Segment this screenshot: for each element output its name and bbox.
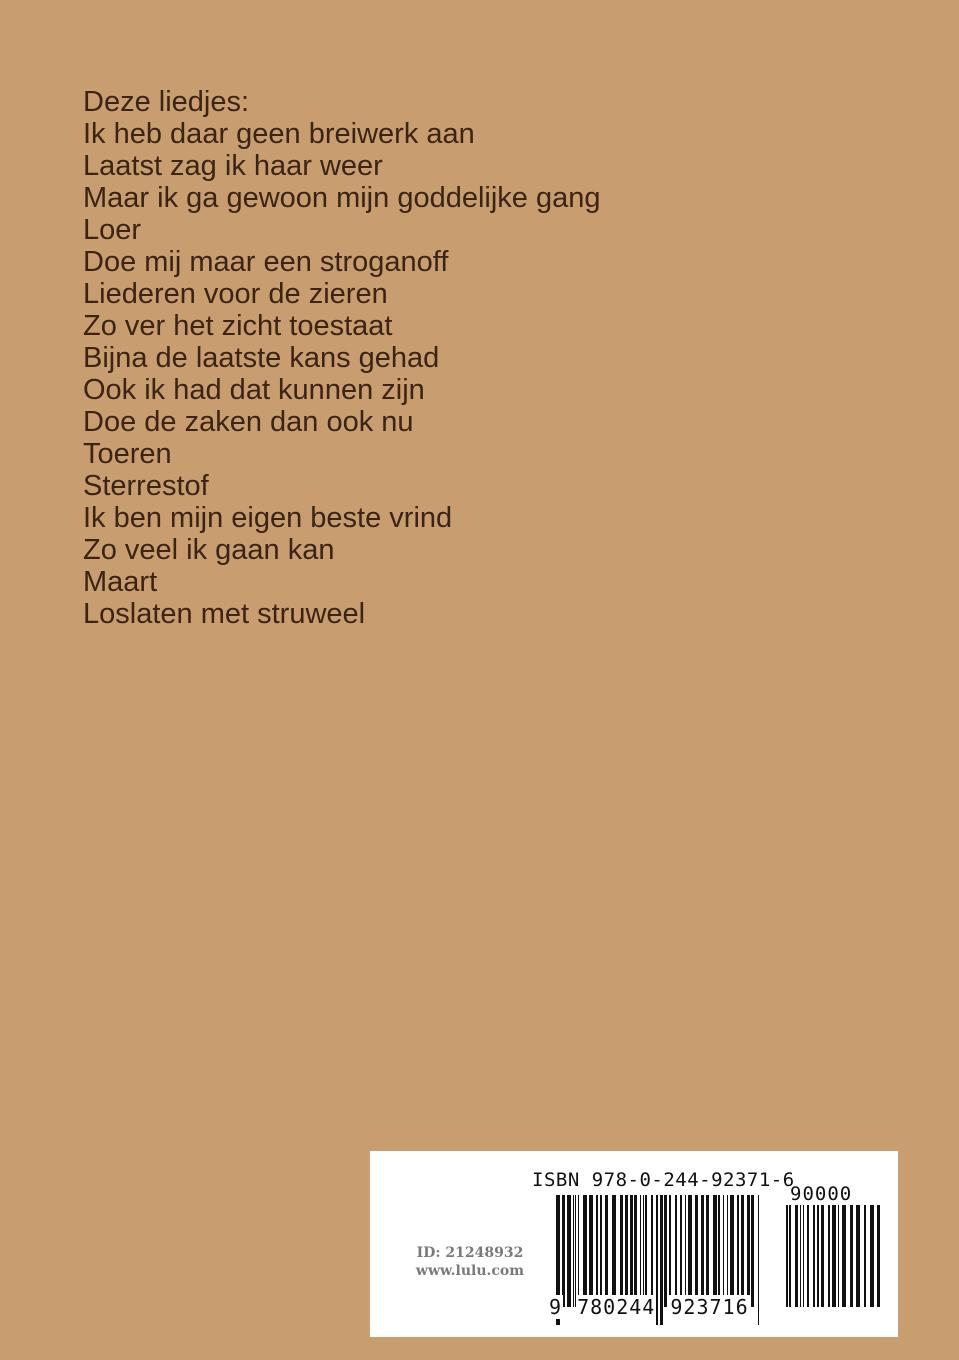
barcode-bar <box>685 1195 686 1307</box>
barcode-bar <box>789 1205 791 1307</box>
barcode-bar <box>669 1195 671 1307</box>
barcode-bar <box>838 1205 839 1307</box>
barcode-bar <box>625 1195 628 1307</box>
barcode-bar <box>727 1195 728 1307</box>
barcode-bar <box>645 1195 647 1307</box>
song-item: Bijna de laatste kans gehad <box>83 342 440 374</box>
barcode-bar <box>640 1195 641 1307</box>
barcode-bar <box>817 1205 819 1307</box>
barcode-bar <box>856 1205 860 1307</box>
barcode-bar <box>850 1205 853 1307</box>
barcode-bar <box>567 1195 571 1307</box>
barcode-bar <box>620 1195 623 1307</box>
barcode-label <box>370 1151 898 1337</box>
barcode-bar <box>651 1195 653 1307</box>
barcode-digits <box>548 1295 750 1319</box>
barcode-bar <box>803 1205 804 1307</box>
barcode-bar <box>664 1195 667 1307</box>
barcode-bar <box>828 1205 830 1307</box>
barcode-bar <box>877 1205 880 1307</box>
barcode-bar <box>573 1195 574 1307</box>
barcode-digit-first: 9 <box>549 1295 563 1319</box>
barcode-bar <box>832 1205 836 1307</box>
barcode-bar <box>600 1195 602 1307</box>
barcode-bar <box>589 1195 593 1307</box>
barcode-bar <box>800 1205 801 1307</box>
barcode-bar <box>786 1205 788 1307</box>
barcode-digits-right: 923716 <box>670 1295 749 1319</box>
song-item: Ik heb daar geen breiwerk aan <box>83 118 475 150</box>
barcode-bar <box>718 1195 720 1307</box>
song-item: Doe de zaken dan ook nu <box>83 406 414 438</box>
barcode-bar <box>747 1195 750 1307</box>
song-item: Ook ik had dat kunnen zijn <box>83 374 425 406</box>
song-item: Ik ben mijn eigen beste vrind <box>83 502 453 534</box>
price-code: 90000 <box>790 1183 853 1205</box>
song-list-block <box>83 86 843 630</box>
barcode-bar <box>688 1195 692 1307</box>
song-item: Maar ik ga gewoon mijn goddelijke gang <box>83 182 601 214</box>
barcode-bar <box>680 1195 682 1307</box>
barcode-bar <box>596 1195 598 1307</box>
isbn-text: ISBN 978-0-244-92371-6 <box>532 1169 795 1191</box>
song-item: Maart <box>83 566 158 598</box>
barcode-digits-left: 780244 <box>577 1295 656 1319</box>
song-item: Loslaten met struweel <box>83 598 366 630</box>
barcode-bar <box>612 1195 616 1307</box>
barcode-bar <box>562 1195 565 1307</box>
barcode-bar <box>864 1205 866 1307</box>
barcode-bar <box>821 1205 824 1307</box>
barcode-bar <box>630 1195 633 1307</box>
barcode-bar <box>758 1195 759 1325</box>
barcode-bar <box>751 1195 754 1307</box>
barcode-bar <box>706 1195 709 1307</box>
barcode-bar <box>807 1205 809 1307</box>
barcode-bar <box>870 1205 874 1307</box>
song-item: Toeren <box>83 438 172 470</box>
lulu-url: www.lulu.com <box>415 1263 525 1279</box>
barcode-bar <box>741 1195 744 1307</box>
barcode-bar <box>723 1195 724 1307</box>
song-item: Loer <box>83 214 142 246</box>
lulu-id: ID: 21248932 <box>416 1245 524 1261</box>
song-item: Zo veel ik gaan kan <box>83 534 335 566</box>
song-item: Zo ver het zicht toestaat <box>83 310 393 342</box>
barcode-bar <box>695 1195 698 1307</box>
barcode-bar <box>643 1195 644 1307</box>
song-item: Doe mij maar een stroganoff <box>83 246 449 278</box>
barcode-bar <box>795 1205 798 1307</box>
barcode-bar <box>605 1195 608 1307</box>
barcode-bar <box>730 1195 734 1307</box>
song-item: Liederen voor de zieren <box>83 278 388 310</box>
barcode-bar <box>713 1195 717 1307</box>
barcode-bar <box>842 1205 846 1307</box>
price-barcode <box>786 1205 880 1325</box>
barcode-bar <box>634 1195 637 1307</box>
song-list-heading: Deze liedjes: <box>83 86 250 118</box>
barcode-bar <box>583 1195 587 1307</box>
barcode-bar <box>675 1195 677 1307</box>
song-list <box>83 118 843 630</box>
song-item: Laatst zag ik haar weer <box>83 150 383 182</box>
barcode-bar <box>578 1195 579 1307</box>
barcode-bar <box>701 1195 704 1307</box>
barcode-bar <box>575 1195 576 1307</box>
barcode-bar <box>813 1205 815 1307</box>
song-item: Sterrestof <box>83 470 209 502</box>
barcode-bar <box>737 1195 739 1307</box>
